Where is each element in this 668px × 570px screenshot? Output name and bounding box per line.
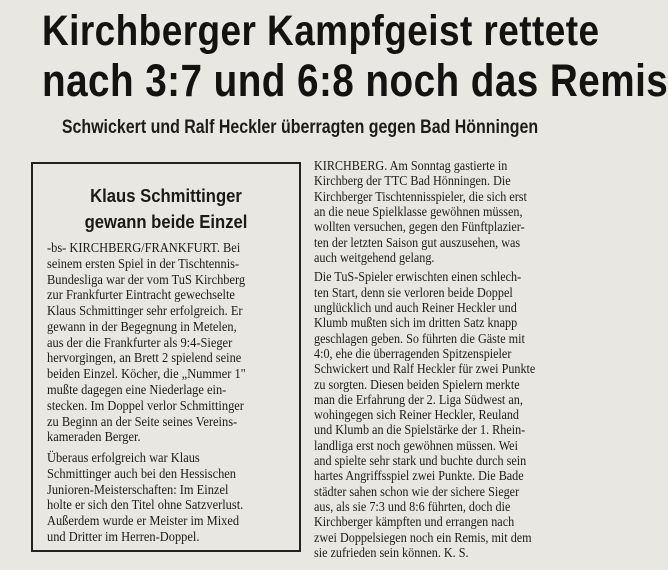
article-line: wollten versuchen, gegen den Fünftplazier- xyxy=(314,219,525,235)
article-line: an die neue Spielklasse gewöhnen müssen, xyxy=(314,204,523,219)
sidebar-text-line: Klaus Schmittinger sehr erfolgreich. Er xyxy=(47,303,243,319)
article-line: ten der letzten Saison gut auszusehen, was xyxy=(314,234,521,250)
article-line: auch weitgehend gelang. xyxy=(314,249,435,265)
sidebar-text-line: hervorgingen, an Brett 2 spielend seine xyxy=(47,350,242,366)
sidebar-text-line: Außerdem wurde er Meister im Mixed xyxy=(47,513,240,529)
sidebar-text-line: holte er sich den Titel ohne Satzverlust. xyxy=(47,497,244,513)
article-line: und Klumb an die Spielstärke der 1. Rhein- xyxy=(314,422,526,438)
article-line: Kirchberger kämpften und errangen nach xyxy=(314,514,515,530)
article-line: Die TuS-Spieler erwischten einen schlech- xyxy=(314,269,522,285)
sidebar-text-line: zu Beginn an der Seite seines Vereins- xyxy=(47,413,238,429)
sidebar-text-line: kameraden Berger. xyxy=(47,429,141,445)
sidebar-text-line: zur Frankfurter Eintracht gewechselte xyxy=(47,287,235,303)
sidebar-title-line-1: Klaus Schmittinger xyxy=(90,185,242,206)
sidebar-text-line: seinem ersten Spiel in der Tischtennis- xyxy=(47,255,240,271)
article-line: Klumb mußten sich im dritten Satz knapp xyxy=(314,315,518,331)
article-line: Schwickert und Ralf Heckler für zwei Punkte xyxy=(314,361,536,377)
sidebar-text-line: aus der die Frankfurter als 9:4-Sieger xyxy=(47,334,233,350)
sidebar-text-line: Überaus erfolgreich war Klaus xyxy=(47,450,200,466)
sidebar-text-line: Bundesliga war der vom TuS Kirchberg xyxy=(47,271,246,287)
article-line: man die Erfahrung der 2. Liga Südwest an, xyxy=(314,391,523,407)
article-line: zu sorgten. Diesen beiden Spielern merkte xyxy=(314,376,520,392)
sidebar-text-line: Schmittinger auch bei den Hessischen xyxy=(47,465,237,481)
headline-line-2: nach 3:7 und 6:8 noch das Remis xyxy=(42,55,668,106)
article-line: hartes Angriffsspiel zwei Punkte. Die Bade xyxy=(314,468,524,484)
article-line: ten Start, denn sie verloren beide Doppel xyxy=(314,284,513,300)
article-line: 4:0, ehe die überragenden Spitzenspieler xyxy=(314,345,512,361)
subheadline: Schwickert und Ralf Heckler überragten gegen Bad Hönningen xyxy=(61,117,539,138)
article-line: and spielte sehr stark und buchte durch sein xyxy=(314,453,527,469)
article-line: wohingegen sich Reiner Heckler, Reuland xyxy=(314,407,519,423)
article-line: landliga erst noch gewöhnen müssen. Wei xyxy=(314,437,518,453)
article-line: unglücklich und auch Reiner Heckler und xyxy=(314,299,517,315)
headline-line-1: Kirchberger Kampfgeist rettete xyxy=(42,7,600,55)
sidebar-text-line: stecken. Im Doppel verlor Schmittinger xyxy=(47,397,244,413)
article-line: Kirchberg der TTC Bad Hönningen. Die xyxy=(314,173,511,189)
sidebar-text-line: beiden Einzel. Köcher, die „Nummer 1" xyxy=(47,366,246,382)
article-line: KIRCHBERG. Am Sonntag gastierte in xyxy=(314,158,508,173)
sidebar-title-line-2: gewann beide Einzel xyxy=(84,211,248,232)
article-line: geschlagen geben. So führten die Gäste mit xyxy=(314,330,525,346)
sidebar-text-line: gewann in der Begegnung in Metelen, xyxy=(47,318,237,334)
sidebar-text-line: mußte dagegen eine Niederlage ein- xyxy=(47,382,227,397)
sidebar-text-line: und Dritter im Herren-Doppel. xyxy=(47,529,200,544)
sidebar-text-line: -bs- KIRCHBERG/FRANKFURT. Bei xyxy=(47,240,241,255)
sidebar-text-line: Junioren-Meisterschaften: Im Einzel xyxy=(47,481,229,497)
article-line: sie zufrieden sein können. K. S. xyxy=(314,545,469,560)
article-line: städter sahen schon wie der sichere Sieger xyxy=(314,483,520,499)
article-line: aus, als sie 7:3 und 8:6 führten, doch die xyxy=(314,499,511,514)
article-line: zwei Doppelsiegen noch ein Remis, mit dem xyxy=(314,529,532,545)
article-line: Kirchberger Tischtennisspieler, die sich erst xyxy=(314,188,527,204)
